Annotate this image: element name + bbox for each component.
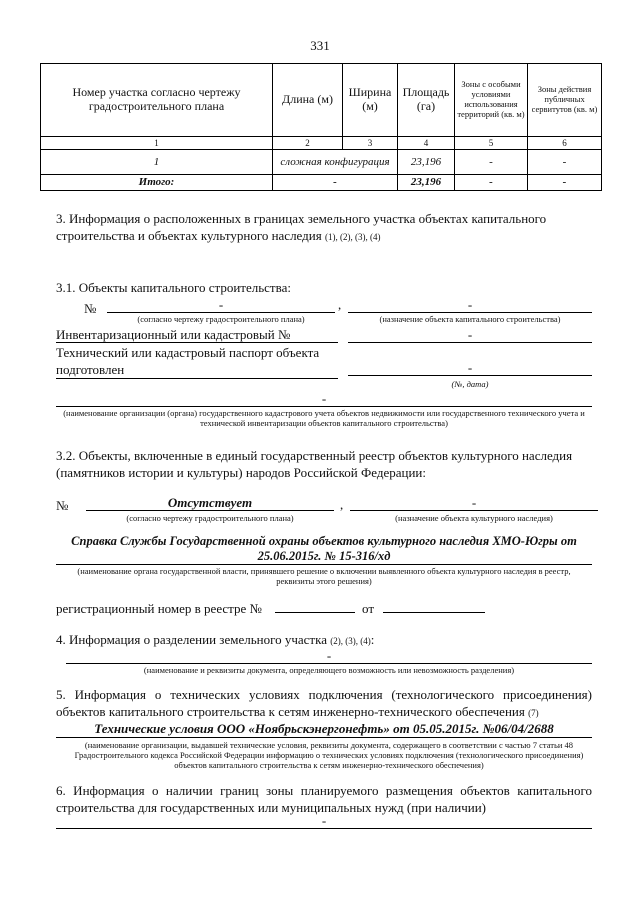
technical-conditions-caption-line1: (наименование организации, выдавшей технические условия, реквизиты документа, содержащего в соответствии с частью 7 статьи 48: [84, 740, 574, 750]
header-special-zones: Зоны с особыми условиями использования территорий (кв. м): [455, 64, 528, 137]
section-3-title: [56, 210, 616, 246]
registry-number-field[interactable]: [275, 612, 355, 613]
col-number: 1: [41, 137, 273, 150]
header-length: Длина (м): [273, 64, 343, 137]
section-3-2-comma: ,: [340, 497, 344, 512]
col-number: 3: [343, 137, 398, 150]
cell-total-dimensions: -: [273, 175, 398, 191]
col-number: 2: [273, 137, 343, 150]
section-3-2-purpose-field: -: [350, 494, 598, 511]
cell-dimensions: сложная конфигурация: [273, 150, 398, 175]
cadastral-org-caption: [46, 408, 602, 428]
cell-total-servitudes: -: [528, 175, 602, 191]
technical-conditions-field: Технические условия ООО «Ноябрьскэнергонефть» от 05.05.2015г. №06/04/2688: [56, 720, 592, 738]
registry-date-field[interactable]: [383, 612, 485, 613]
registry-date-label: от: [362, 601, 375, 616]
passport-label: [56, 344, 346, 379]
section-3-2-no-label: №: [56, 498, 69, 513]
section-6-title-line1: 6. Информация о наличии границ зоны планируемого размещения объектов капитального: [56, 783, 592, 798]
col-number: 5: [455, 137, 528, 150]
section-6-title: [56, 782, 592, 816]
table-total-row: [41, 175, 602, 191]
technical-conditions-caption: [56, 740, 602, 770]
section-4-title-text: 4. Информация о разделении земельного участка: [56, 632, 327, 647]
section-4-caption: (наименование и реквизиты документа, определяющего возможность или невозможность разделения): [143, 665, 515, 675]
cell-total-special-zones: -: [455, 175, 528, 191]
section-5-ref: (7): [528, 708, 539, 718]
section-3-refs: (1), (2), (3), (4): [324, 232, 381, 242]
header-servitudes: Зоны действия публичных сервитутов (кв. м): [528, 64, 602, 137]
section-4-field: -: [66, 647, 592, 664]
cell-total-label: Итого:: [41, 175, 273, 191]
section-3-title-line2-text: строительства и объектах культурного наследия: [56, 228, 322, 243]
section-3-2-title-line2: (памятников истории и культуры) народов Российской Федерации:: [56, 465, 426, 480]
section-4-refs: (2), (3), (4): [330, 636, 371, 646]
cell-servitudes: -: [528, 150, 602, 175]
inventory-field: -: [348, 326, 592, 343]
inventory-label: Инвентаризационный или кадастровый №: [56, 326, 338, 343]
section-3-2-no-field: Отсутствует: [86, 494, 334, 511]
section-3-1-purpose-caption: (назначение объекта капитального строительства): [379, 314, 561, 324]
section-3-1-comma: ,: [338, 297, 342, 312]
cell-plot-number: 1: [41, 150, 273, 175]
cell-area: 23,196: [398, 150, 455, 175]
section-3-title-line1: 3. Информация о расположенных в границах земельного участка объектах капитального: [56, 211, 547, 226]
header-plot-number: Номер участка согласно чертежу градостроительного плана: [41, 64, 273, 137]
cadastral-org-field: -: [56, 390, 592, 407]
page-number: 331: [310, 38, 330, 53]
decision-caption-line2: реквизиты этого решения): [276, 576, 372, 586]
section-3-2-no-caption: (согласно чертежу градостроительного плана): [126, 513, 294, 523]
passport-field: -: [348, 359, 592, 376]
technical-conditions-caption-line2: Градостроительного кодекса Российской Федерации информацию о технических условиях подключения (технологического присоединения): [74, 750, 584, 760]
section-3-1-purpose-field: -: [348, 296, 592, 313]
cadastral-org-caption-line1: (наименование организации (органа) государственного кадастрового учета объектов недвижимости или государственного технического учета и: [63, 408, 585, 418]
col-number: 4: [398, 137, 455, 150]
table-header-row: [41, 64, 602, 137]
section-3-title-line2: [56, 227, 616, 246]
cultural-heritage-decision-line2: 25.06.2015г. № 15-316/хд: [56, 549, 592, 565]
cultural-heritage-decision-caption: [56, 566, 592, 586]
section-5-title: [56, 686, 592, 722]
cultural-heritage-decision-line1: Справка Службы Государственной охраны объектов культурного наследия ХМО-Югры от: [71, 534, 577, 548]
cell-special-zones: -: [455, 150, 528, 175]
table-column-numbers-row: [41, 137, 602, 150]
section-3-2-purpose-caption: (назначение объекта культурного наследия): [395, 513, 553, 523]
section-5-title-line1: 5. Информация о технических условиях подключения (технологического присоединения): [56, 687, 592, 702]
col-number: 6: [528, 137, 602, 150]
area-table: [40, 63, 602, 191]
section-6-title-line2: строительства для государственных или муниципальных нужд (при наличии): [56, 800, 486, 815]
passport-label-line2: подготовлен: [56, 361, 338, 379]
section-5-title-line2-text: объектов капитального строительства к сетям инженерно-технического обеспечения: [56, 704, 525, 719]
section-3-2-title: [56, 447, 616, 481]
section-3-1-no-field: -: [107, 296, 335, 313]
cell-total-area: 23,196: [398, 175, 455, 191]
header-width: Ширина (м): [343, 64, 398, 137]
section-6-field: -: [56, 812, 592, 829]
passport-label-line1: Технический или кадастровый паспорт объекта: [56, 345, 320, 360]
section-3-1-title: 3.1. Объекты капитального строительства:: [56, 280, 291, 295]
section-3-1-no-caption: (согласно чертежу градостроительного плана): [137, 314, 305, 324]
section-3-1-no-label: №: [84, 301, 97, 316]
cadastral-org-caption-line2: технической инвентаризации объектов капитального строительства): [200, 418, 448, 428]
header-area: Площадь (га): [398, 64, 455, 137]
registry-number-label: регистрационный номер в реестре №: [56, 601, 262, 616]
technical-conditions-caption-line3: объектов капитального строительства к сетям инженерно-технического обеспечения): [174, 760, 484, 770]
table-row: [41, 150, 602, 175]
section-3-2-title-line1: 3.2. Объекты, включенные в единый государственный реестр объектов культурного наследия: [56, 448, 573, 463]
passport-caption: (№, дата): [451, 379, 489, 389]
cultural-heritage-decision: [56, 534, 592, 565]
section-4-colon: :: [370, 632, 375, 647]
decision-caption-line1: (наименование органа государственной власти, принявшего решение о включении выявленного объекта культурного наследия в реестр,: [77, 566, 571, 576]
